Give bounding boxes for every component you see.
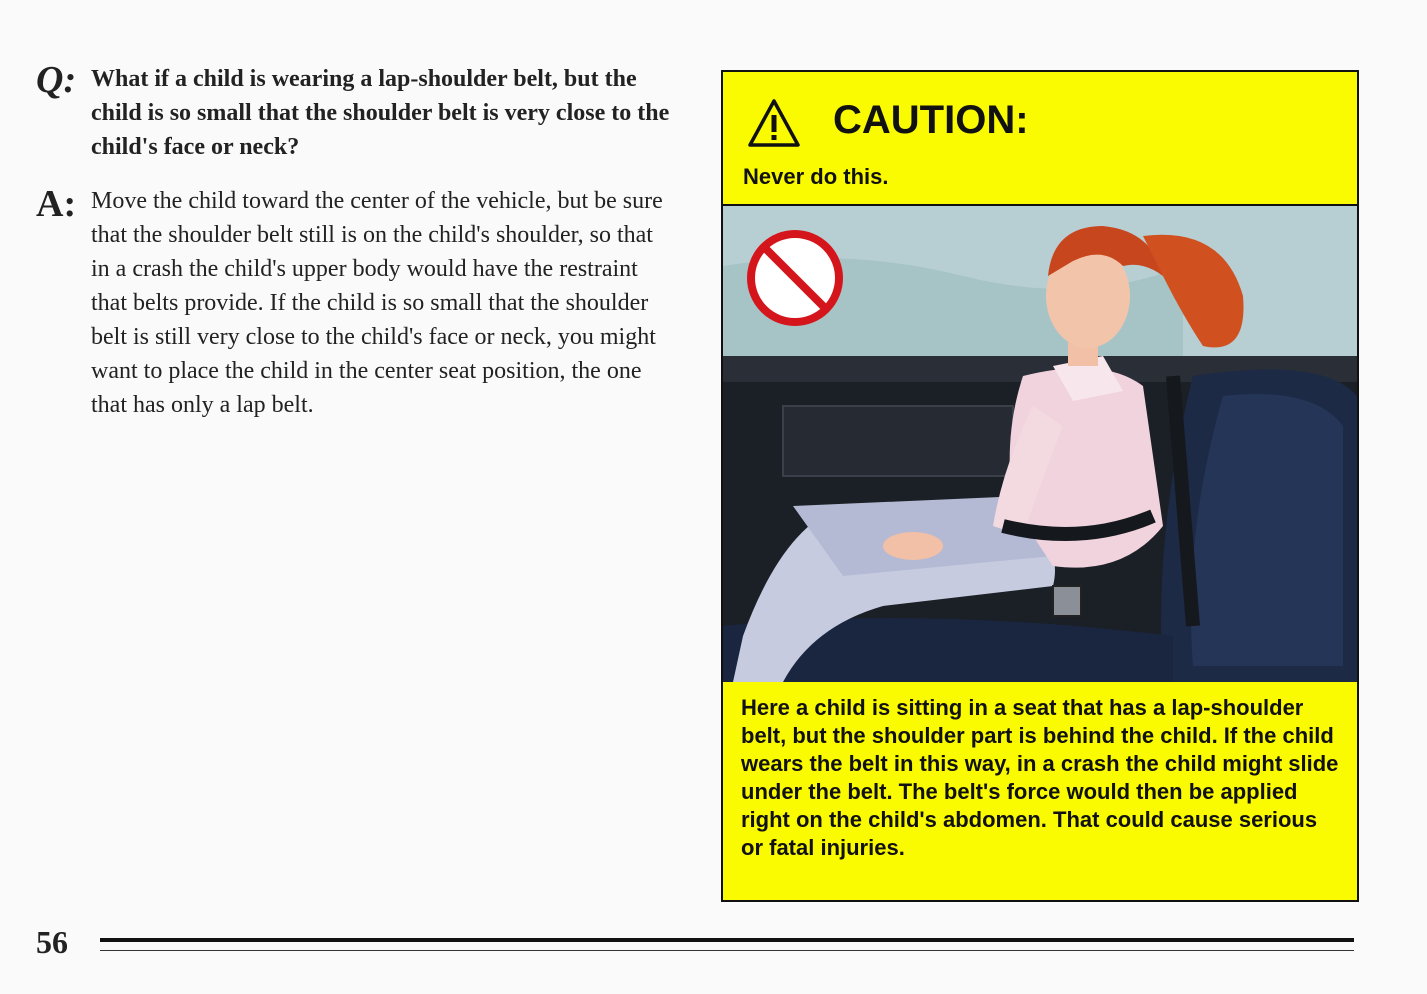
caution-header xyxy=(723,72,1357,206)
question-marker: Q: xyxy=(36,59,77,101)
footer-rule-thick xyxy=(100,938,1354,942)
warning-triangle-icon xyxy=(747,98,801,148)
caution-title: CAUTION: xyxy=(833,98,1029,142)
page-number: 56 xyxy=(36,924,68,960)
caution-subtitle: Never do this. xyxy=(743,164,889,189)
answer-text: Move the child toward the center of the vehicle, but be sure that the shoulder belt still is on the child's shoulder, so that in a crash the child's upper body would have the restraint that belts provide. If the child is so small that the shoulder belt is still very close to the child's face or neck, you might want to place the child in the center seat position, the one that has only a lap belt. xyxy=(91,188,663,418)
child-seatbelt-illustration xyxy=(723,206,1357,682)
caution-box xyxy=(721,70,1359,902)
prohibited-icon xyxy=(751,234,839,322)
answer-marker: A: xyxy=(36,183,77,225)
question-text: What if a child is wearing a lap-shoulder belt, but the child is so small that the shoulder belt is very close to the child's face or neck? xyxy=(91,66,670,160)
caution-body: Here a child is sitting in a seat that has a lap-shoulder belt, but the shoulder part is behind the child. If the child wears the belt in this way, in a crash the child might slide under the belt. The belt's force would then be applied right on the child's abdomen. That could cause serious or fatal injuries. xyxy=(741,695,1339,860)
footer-rule-thin xyxy=(100,950,1354,951)
